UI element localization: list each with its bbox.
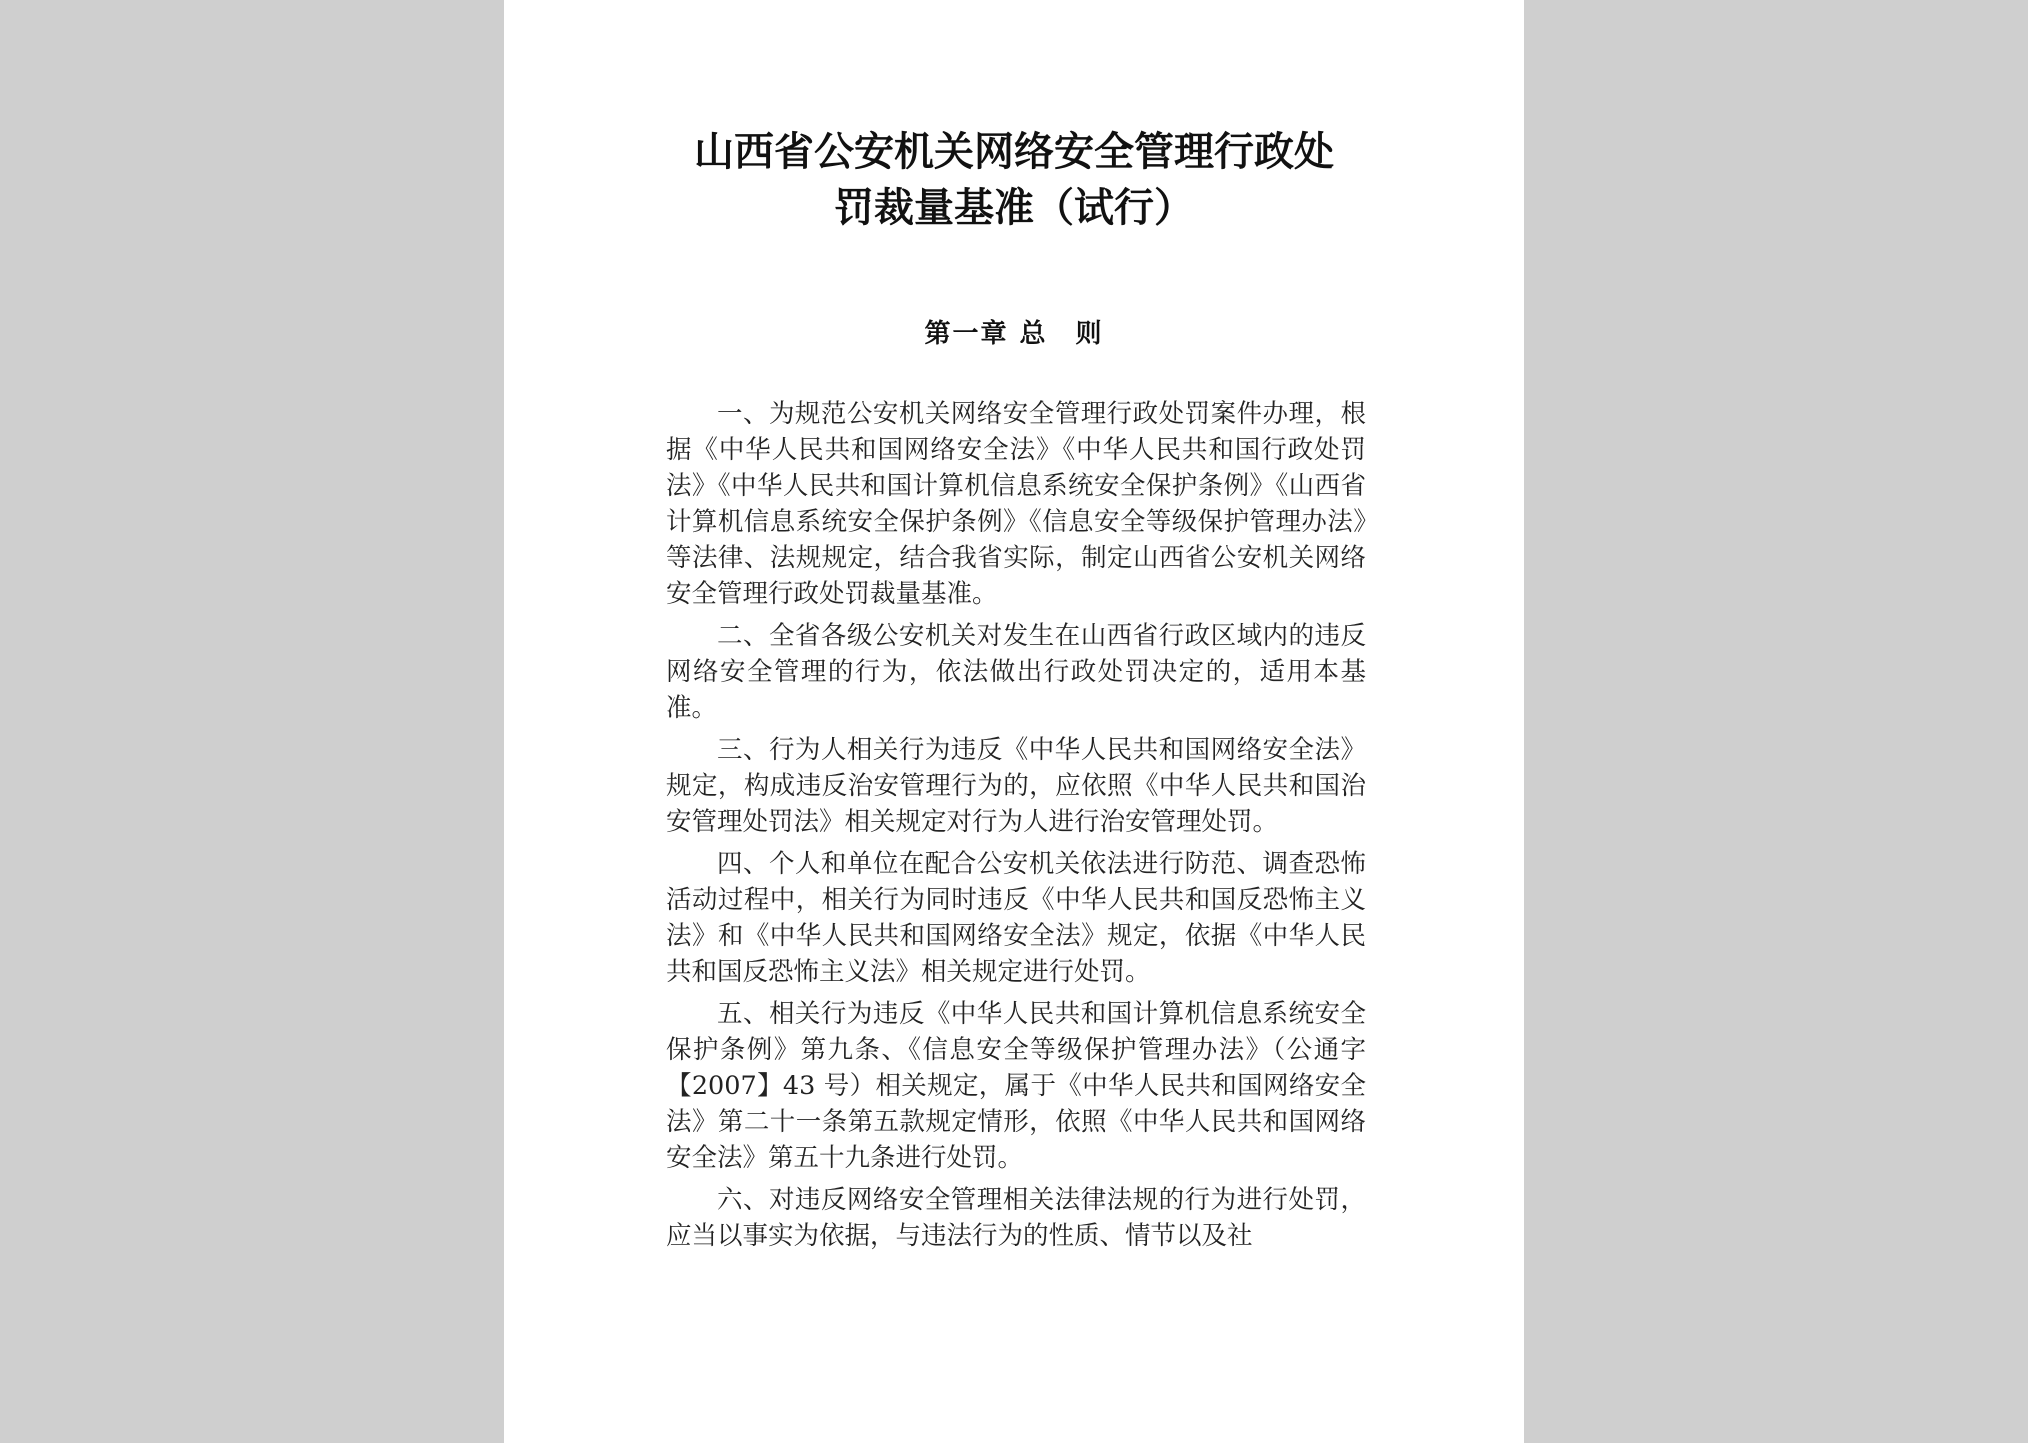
document-title-line-2: 罚裁量基准（试行） [834, 184, 1194, 231]
paragraph-2: 二、全省各级公安机关对发生在山西省行政区域内的违反网络安全管理的行为，依法做出行政处罚决定的，适用本基准。 [666, 621, 1366, 723]
paragraph-1: 一、为规范公安机关网络安全管理行政处罚案件办理，根据《中华人民共和国网络安全法》《中华人民共和国行政处罚法》《中华人民共和国计算机信息系统安全保护条例》《山西省计算机信息系统安全保护条例》《信息安全等级保护管理办法》等法律、法规规定，结合我省实际，制定山西省公安机关网络安全管理行政处罚裁量基准。 [666, 399, 1366, 609]
chapter-heading: 第一章 总 则 [924, 319, 1104, 349]
document-title-line-1: 山西省公安机关网络安全管理行政处 [694, 128, 1334, 175]
document-page [504, 0, 1524, 1443]
paragraph-5: 五、相关行为违反《中华人民共和国计算机信息系统安全保护条例》第九条、《信息安全等级保护管理办法》（公通字【2007】43 号）相关规定，属于《中华人民共和国网络安全法》第二十一条第五款规定情形，依照《中华人民共和国网络安全法》第五十九条进行处罚。 [666, 999, 1366, 1173]
document-body [666, 396, 1366, 1260]
paragraph-4: 四、个人和单位在配合公安机关依法进行防范、调查恐怖活动过程中，相关行为同时违反《中华人民共和国反恐怖主义法》和《中华人民共和国网络安全法》规定，依据《中华人民共和国反恐怖主义法》相关规定进行处罚。 [666, 849, 1366, 987]
paragraph-6: 六、对违反网络安全管理相关法律法规的行为进行处罚，应当以事实为依据，与违法行为的性质、情节以及社 [666, 1185, 1366, 1251]
document-title [504, 124, 1524, 236]
paragraph-3: 三、行为人相关行为违反《中华人民共和国网络安全法》规定，构成违反治安管理行为的，应依照《中华人民共和国治安管理处罚法》相关规定对行为人进行治安管理处罚。 [666, 735, 1366, 837]
